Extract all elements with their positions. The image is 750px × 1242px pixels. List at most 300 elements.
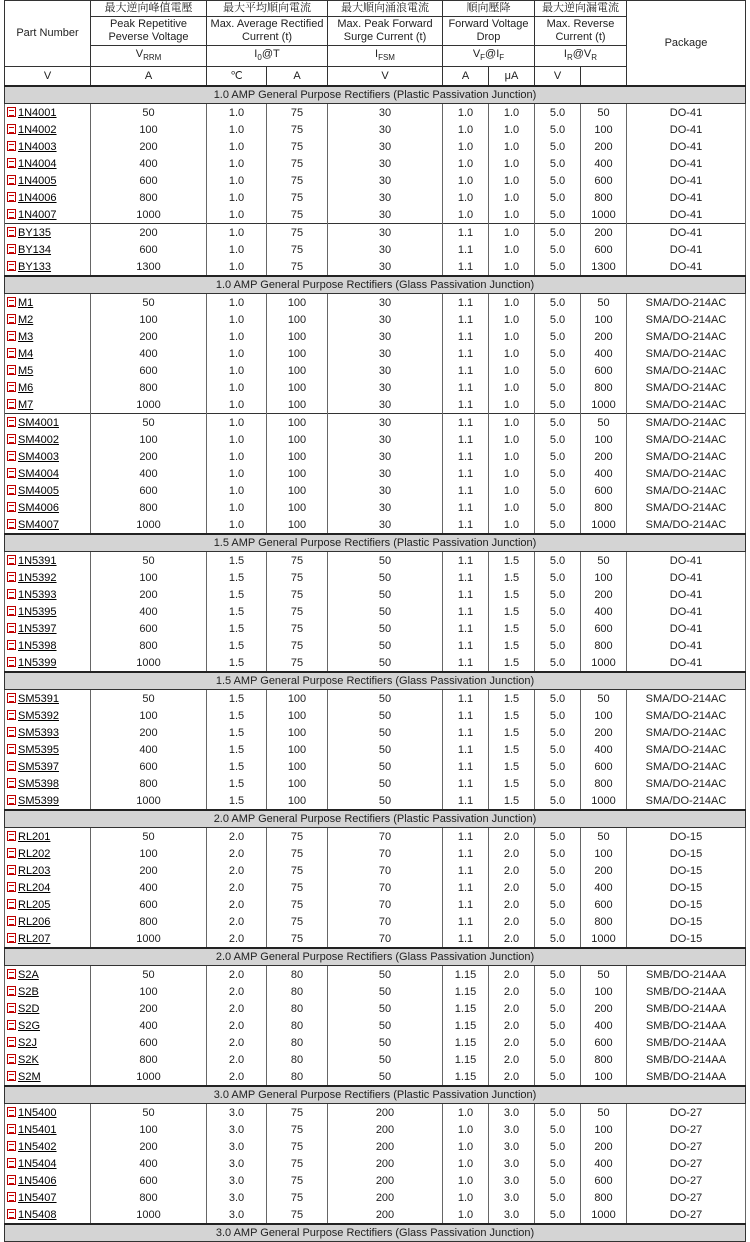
spec-cell: 100 (267, 465, 328, 482)
spec-cell: 1.0 (443, 1189, 489, 1206)
pdf-icon[interactable] (7, 693, 16, 703)
pdf-icon[interactable] (7, 1071, 16, 1081)
spec-cell: 1.0 (489, 311, 535, 328)
section-title: 1.0 AMP General Purpose Rectifiers (Glass Passivation Junction) (5, 276, 746, 294)
spec-cell: 400 (581, 741, 627, 758)
spec-cell: 5.0 (535, 758, 581, 775)
spec-cell: 75 (267, 1121, 328, 1138)
pdf-icon[interactable] (7, 502, 16, 512)
spec-cell: SMB/DO-214AA (627, 1017, 746, 1034)
spec-cell: 1.0 (443, 206, 489, 224)
pdf-icon[interactable] (7, 175, 16, 185)
part-number-link[interactable]: M3 (18, 330, 34, 343)
spec-cell: 400 (581, 345, 627, 362)
spec-cell: 200 (328, 1189, 443, 1206)
pdf-icon[interactable] (7, 451, 16, 461)
pdf-icon[interactable] (7, 1124, 16, 1134)
part-number-cell (5, 448, 91, 465)
spec-cell: SMA/DO-214AC (627, 328, 746, 345)
pdf-icon[interactable] (7, 365, 16, 375)
part-number-cell (5, 724, 91, 741)
part-number-link[interactable]: S2B (18, 985, 39, 998)
spec-cell: SMB/DO-214AA (627, 1000, 746, 1017)
pdf-icon[interactable] (7, 1054, 16, 1064)
part-number-link[interactable]: 1N4006 (18, 191, 57, 204)
spec-cell: 75 (267, 172, 328, 189)
spec-cell: 1.5 (489, 603, 535, 620)
part-number-link[interactable]: 1N4005 (18, 174, 57, 187)
pdf-icon[interactable] (7, 969, 16, 979)
part-number-link[interactable]: 1N5400 (18, 1106, 57, 1119)
spec-cell: 30 (328, 414, 443, 432)
spec-cell: 2.0 (489, 930, 535, 948)
spec-cell: SMA/DO-214AC (627, 482, 746, 499)
spec-cell: 1.0 (489, 431, 535, 448)
part-number-link[interactable]: SM5391 (18, 692, 59, 705)
pdf-icon[interactable] (7, 209, 16, 219)
spec-cell: 75 (267, 1206, 328, 1224)
spec-cell: 200 (581, 1000, 627, 1017)
pdf-icon[interactable] (7, 933, 16, 943)
part-number-link[interactable]: SM4002 (18, 433, 59, 446)
part-number-link[interactable]: BY134 (18, 243, 52, 256)
pdf-icon[interactable] (7, 710, 16, 720)
spec-cell: 1.1 (443, 792, 489, 810)
spec-cell: 200 (91, 1000, 207, 1017)
spec-cell: 400 (91, 465, 207, 482)
spec-cell: 800 (581, 913, 627, 930)
part-number-link[interactable]: SM5399 (18, 794, 59, 807)
pdf-icon[interactable] (7, 623, 16, 633)
spec-cell: 50 (581, 828, 627, 846)
spec-cell: 1.0 (443, 1155, 489, 1172)
pdf-icon[interactable] (7, 727, 16, 737)
spec-cell: SMA/DO-214AC (627, 775, 746, 792)
part-number-link[interactable]: RL206 (18, 915, 51, 928)
spec-cell: 1.1 (443, 414, 489, 432)
part-number-cell (5, 552, 91, 570)
pdf-icon[interactable] (7, 831, 16, 841)
unit-cell: ℃ (207, 67, 267, 87)
spec-cell: 1.1 (443, 620, 489, 637)
spec-cell: 30 (328, 362, 443, 379)
part-number-link[interactable]: 1N5391 (18, 554, 57, 567)
spec-cell: 30 (328, 104, 443, 122)
pdf-icon[interactable] (7, 141, 16, 151)
part-number-link[interactable]: M4 (18, 347, 34, 360)
part-number-link[interactable]: RL202 (18, 847, 51, 860)
spec-cell: 3.0 (207, 1155, 267, 1172)
part-number-link[interactable]: S2K (18, 1053, 39, 1066)
spec-cell: 1.5 (207, 707, 267, 724)
spec-cell: 2.0 (207, 862, 267, 879)
pdf-icon[interactable] (7, 1175, 16, 1185)
part-number-cell (5, 690, 91, 708)
spec-cell: 100 (91, 845, 207, 862)
spec-cell: 2.0 (207, 1000, 267, 1017)
spec-cell: 5.0 (535, 465, 581, 482)
spec-cell: 1.1 (443, 586, 489, 603)
spec-cell: 75 (267, 552, 328, 570)
spec-cell: 5.0 (535, 1000, 581, 1017)
spec-cell: DO-41 (627, 172, 746, 189)
pdf-icon[interactable] (7, 848, 16, 858)
pdf-icon[interactable] (7, 606, 16, 616)
spec-cell: 3.0 (207, 1206, 267, 1224)
spec-cell: 2.0 (207, 896, 267, 913)
part-number-cell (5, 258, 91, 276)
part-number-cell (5, 1155, 91, 1172)
spec-cell: 800 (581, 189, 627, 206)
spec-cell: 50 (328, 690, 443, 708)
spec-cell: 3.0 (207, 1172, 267, 1189)
part-number-link[interactable]: S2G (18, 1019, 41, 1032)
pdf-icon[interactable] (7, 158, 16, 168)
spec-cell: 1.1 (443, 569, 489, 586)
part-number-link[interactable]: S2D (18, 1002, 40, 1015)
spec-cell: 1.5 (207, 758, 267, 775)
spec-cell: 75 (267, 620, 328, 637)
spec-cell: 600 (581, 1034, 627, 1051)
section-title: 1.5 AMP General Purpose Rectifiers (Plastic Passivation Junction) (5, 534, 746, 552)
pdf-icon[interactable] (7, 899, 16, 909)
table-row (5, 294, 746, 312)
pdf-icon[interactable] (7, 865, 16, 875)
part-number-link[interactable]: S2J (18, 1036, 37, 1049)
spec-cell: DO-15 (627, 896, 746, 913)
part-number-link[interactable]: 1N4007 (18, 208, 57, 221)
part-number-cell (5, 930, 91, 948)
spec-cell: 50 (328, 1068, 443, 1086)
part-number-link[interactable]: S2A (18, 968, 39, 981)
spec-cell: 50 (328, 569, 443, 586)
pdf-icon[interactable] (7, 572, 16, 582)
table-row (5, 138, 746, 155)
spec-cell: 30 (328, 345, 443, 362)
pdf-icon[interactable] (7, 986, 16, 996)
part-number-link[interactable]: SM5392 (18, 709, 59, 722)
spec-cell: 50 (581, 1104, 627, 1122)
spec-cell: 1000 (581, 516, 627, 534)
spec-cell: 3.0 (207, 1121, 267, 1138)
table-row (5, 396, 746, 414)
pdf-icon[interactable] (7, 1037, 16, 1047)
part-number-cell (5, 1068, 91, 1086)
pdf-icon[interactable] (7, 1020, 16, 1030)
spec-cell: 400 (91, 345, 207, 362)
table-row (5, 896, 746, 913)
spec-cell: 50 (328, 724, 443, 741)
spec-cell: 100 (267, 516, 328, 534)
spec-cell: 1.0 (443, 155, 489, 172)
part-number-link[interactable]: SM5395 (18, 743, 59, 756)
spec-cell: 1.1 (443, 707, 489, 724)
spec-cell: 3.0 (207, 1104, 267, 1122)
spec-cell: 30 (328, 121, 443, 138)
spec-cell: 400 (581, 879, 627, 896)
part-number-link[interactable]: M7 (18, 398, 34, 411)
table-row (5, 586, 746, 603)
part-number-link[interactable]: RL207 (18, 932, 51, 945)
table-row (5, 1034, 746, 1051)
part-number-header: Part Number (5, 1, 91, 67)
pdf-icon[interactable] (7, 399, 16, 409)
part-number-link[interactable]: 1N5404 (18, 1157, 57, 1170)
pdf-icon[interactable] (7, 1192, 16, 1202)
part-number-link[interactable]: SM4005 (18, 484, 59, 497)
ir-symbol: $I_R@V_R$ (535, 46, 627, 67)
spec-cell: 1.0 (443, 1121, 489, 1138)
spec-cell: 30 (328, 155, 443, 172)
part-number-link[interactable]: BY135 (18, 226, 52, 239)
pdf-icon[interactable] (7, 744, 16, 754)
spec-cell: 600 (91, 172, 207, 189)
pdf-icon[interactable] (7, 795, 16, 805)
spec-cell: 50 (581, 966, 627, 984)
spec-cell: 1.0 (489, 224, 535, 242)
spec-cell: 5.0 (535, 345, 581, 362)
spec-cell: 75 (267, 862, 328, 879)
spec-cell: 1.0 (489, 328, 535, 345)
part-number-cell (5, 431, 91, 448)
pdf-icon[interactable] (7, 555, 16, 565)
pdf-icon[interactable] (7, 107, 16, 117)
table-row (5, 258, 746, 276)
spec-cell: 1.1 (443, 448, 489, 465)
pdf-icon[interactable] (7, 382, 16, 392)
part-number-link[interactable]: 1N5401 (18, 1123, 57, 1136)
spec-cell: 1.1 (443, 690, 489, 708)
part-number-cell (5, 414, 91, 432)
part-number-link[interactable]: 1N4001 (18, 106, 57, 119)
spec-cell: 400 (581, 465, 627, 482)
pdf-icon[interactable] (7, 434, 16, 444)
spec-cell: 5.0 (535, 1051, 581, 1068)
spec-cell: 3.0 (489, 1172, 535, 1189)
spec-cell: DO-41 (627, 654, 746, 672)
part-number-link[interactable]: SM4001 (18, 416, 59, 429)
section-header-row (5, 276, 746, 294)
part-number-link[interactable]: 1N4004 (18, 157, 57, 170)
spec-cell: SMA/DO-214AC (627, 465, 746, 482)
part-number-link[interactable]: SM5398 (18, 777, 59, 790)
spec-cell: 75 (267, 913, 328, 930)
spec-cell: 1.0 (207, 241, 267, 258)
table-row (5, 1189, 746, 1206)
spec-cell: 1.5 (207, 690, 267, 708)
part-number-link[interactable]: 1N5402 (18, 1140, 57, 1153)
pdf-icon[interactable] (7, 778, 16, 788)
spec-cell: 400 (91, 741, 207, 758)
spec-cell: 1.1 (443, 362, 489, 379)
spec-cell: SMA/DO-214AC (627, 724, 746, 741)
spec-cell: 30 (328, 499, 443, 516)
spec-cell: 2.0 (489, 983, 535, 1000)
pdf-icon[interactable] (7, 882, 16, 892)
part-number-link[interactable]: 1N5407 (18, 1191, 57, 1204)
spec-cell: 600 (91, 1034, 207, 1051)
spec-cell: 200 (91, 724, 207, 741)
spec-cell: 2.0 (207, 879, 267, 896)
part-number-cell (5, 138, 91, 155)
vf-zh-header: 順向壓降 (443, 1, 535, 17)
pdf-icon[interactable] (7, 1209, 16, 1219)
part-number-link[interactable]: 1N5406 (18, 1174, 57, 1187)
pdf-icon[interactable] (7, 468, 16, 478)
section-title: 3.0 AMP General Purpose Rectifiers (Glass Passivation Junction) (5, 1224, 746, 1242)
spec-cell: DO-15 (627, 828, 746, 846)
spec-cell: DO-15 (627, 845, 746, 862)
spec-cell: 1.0 (443, 1172, 489, 1189)
spec-cell: 200 (328, 1155, 443, 1172)
part-number-cell (5, 758, 91, 775)
spec-cell: 1.0 (489, 172, 535, 189)
part-number-link[interactable]: RL204 (18, 881, 51, 894)
table-row (5, 482, 746, 499)
spec-cell: 200 (91, 1138, 207, 1155)
table-row (5, 362, 746, 379)
spec-cell: 1.0 (489, 155, 535, 172)
spec-cell: 100 (581, 1068, 627, 1086)
spec-cell: 1.0 (207, 379, 267, 396)
pdf-icon[interactable] (7, 244, 16, 254)
pdf-icon[interactable] (7, 1141, 16, 1151)
pdf-icon[interactable] (7, 314, 16, 324)
unit-cell: V (328, 67, 443, 87)
spec-cell: 1.1 (443, 379, 489, 396)
spec-cell: 2.0 (207, 1068, 267, 1086)
part-number-link[interactable]: 1N5392 (18, 571, 57, 584)
spec-cell: 2.0 (207, 913, 267, 930)
spec-cell: 1.1 (443, 637, 489, 654)
pdf-icon[interactable] (7, 331, 16, 341)
spec-cell: 1.1 (443, 311, 489, 328)
spec-cell: 400 (581, 1155, 627, 1172)
part-number-link[interactable]: SM5397 (18, 760, 59, 773)
part-number-link[interactable]: M6 (18, 381, 34, 394)
part-number-link[interactable]: RL201 (18, 830, 51, 843)
pdf-icon[interactable] (7, 1158, 16, 1168)
pdf-icon[interactable] (7, 348, 16, 358)
unit-cell: A (91, 67, 207, 87)
part-number-cell (5, 482, 91, 499)
spec-cell: 1.1 (443, 224, 489, 242)
spec-cell: 50 (328, 775, 443, 792)
spec-cell: 75 (267, 1172, 328, 1189)
spec-cell: 1.15 (443, 983, 489, 1000)
spec-cell: 1.1 (443, 603, 489, 620)
spec-cell: 50 (91, 1104, 207, 1122)
part-number-cell (5, 104, 91, 122)
spec-cell: 100 (267, 724, 328, 741)
spec-cell: SMA/DO-214AC (627, 741, 746, 758)
part-number-link[interactable]: RL205 (18, 898, 51, 911)
part-number-link[interactable]: M2 (18, 313, 34, 326)
part-number-link[interactable]: SM4003 (18, 450, 59, 463)
spec-cell: 600 (91, 758, 207, 775)
part-number-link[interactable]: SM4006 (18, 501, 59, 514)
spec-cell: 100 (91, 1121, 207, 1138)
spec-cell: 1.0 (207, 189, 267, 206)
part-number-link[interactable]: S2M (18, 1070, 41, 1083)
table-row (5, 516, 746, 534)
pdf-icon[interactable] (7, 657, 16, 667)
pdf-icon[interactable] (7, 916, 16, 926)
part-number-link[interactable]: 1N5397 (18, 622, 57, 635)
spec-cell: 50 (581, 552, 627, 570)
spec-cell: 600 (91, 1172, 207, 1189)
section-header-row (5, 672, 746, 690)
spec-cell: 100 (267, 379, 328, 396)
pdf-icon[interactable] (7, 1003, 16, 1013)
spec-cell: 1300 (581, 258, 627, 276)
pdf-icon[interactable] (7, 1107, 16, 1117)
part-number-link[interactable]: BY133 (18, 260, 52, 273)
pdf-icon[interactable] (7, 261, 16, 271)
part-number-link[interactable]: SM4007 (18, 518, 59, 531)
part-number-link[interactable]: 1N4003 (18, 140, 57, 153)
spec-cell: 50 (91, 966, 207, 984)
spec-cell: 1.0 (489, 345, 535, 362)
pdf-icon[interactable] (7, 519, 16, 529)
table-row (5, 345, 746, 362)
part-number-link[interactable]: M1 (18, 296, 34, 309)
spec-cell: 5.0 (535, 396, 581, 414)
pdf-icon[interactable] (7, 761, 16, 771)
pdf-icon[interactable] (7, 227, 16, 237)
spec-cell: 1.0 (207, 414, 267, 432)
spec-cell: 2.0 (489, 1034, 535, 1051)
pdf-icon[interactable] (7, 485, 16, 495)
pdf-icon[interactable] (7, 589, 16, 599)
part-number-cell (5, 569, 91, 586)
spec-cell: 70 (328, 879, 443, 896)
part-number-link[interactable]: SM4004 (18, 467, 59, 480)
table-row (5, 775, 746, 792)
part-number-link[interactable]: RL203 (18, 864, 51, 877)
spec-cell: 200 (581, 328, 627, 345)
part-number-link[interactable]: SM5393 (18, 726, 59, 739)
spec-cell: DO-27 (627, 1104, 746, 1122)
table-row (5, 707, 746, 724)
spec-cell: SMB/DO-214AA (627, 983, 746, 1000)
pdf-icon[interactable] (7, 640, 16, 650)
part-number-link[interactable]: 1N5408 (18, 1208, 57, 1221)
spec-cell: 30 (328, 224, 443, 242)
spec-cell: 600 (581, 758, 627, 775)
spec-cell: 1.5 (489, 775, 535, 792)
part-number-link[interactable]: 1N5393 (18, 588, 57, 601)
part-number-link[interactable]: M5 (18, 364, 34, 377)
spec-cell: 1.1 (443, 845, 489, 862)
part-number-link[interactable]: 1N5395 (18, 605, 57, 618)
part-number-link[interactable]: 1N5399 (18, 656, 57, 669)
pdf-icon[interactable] (7, 417, 16, 427)
spec-cell: SMA/DO-214AC (627, 414, 746, 432)
spec-cell: 1000 (91, 396, 207, 414)
part-number-link[interactable]: 1N5398 (18, 639, 57, 652)
spec-cell: 200 (581, 448, 627, 465)
spec-cell: 2.0 (207, 828, 267, 846)
part-number-link[interactable]: 1N4002 (18, 123, 57, 136)
pdf-icon[interactable] (7, 192, 16, 202)
spec-cell: 5.0 (535, 879, 581, 896)
table-row (5, 121, 746, 138)
part-number-cell (5, 1121, 91, 1138)
pdf-icon[interactable] (7, 297, 16, 307)
spec-cell: 1.1 (443, 828, 489, 846)
pdf-icon[interactable] (7, 124, 16, 134)
